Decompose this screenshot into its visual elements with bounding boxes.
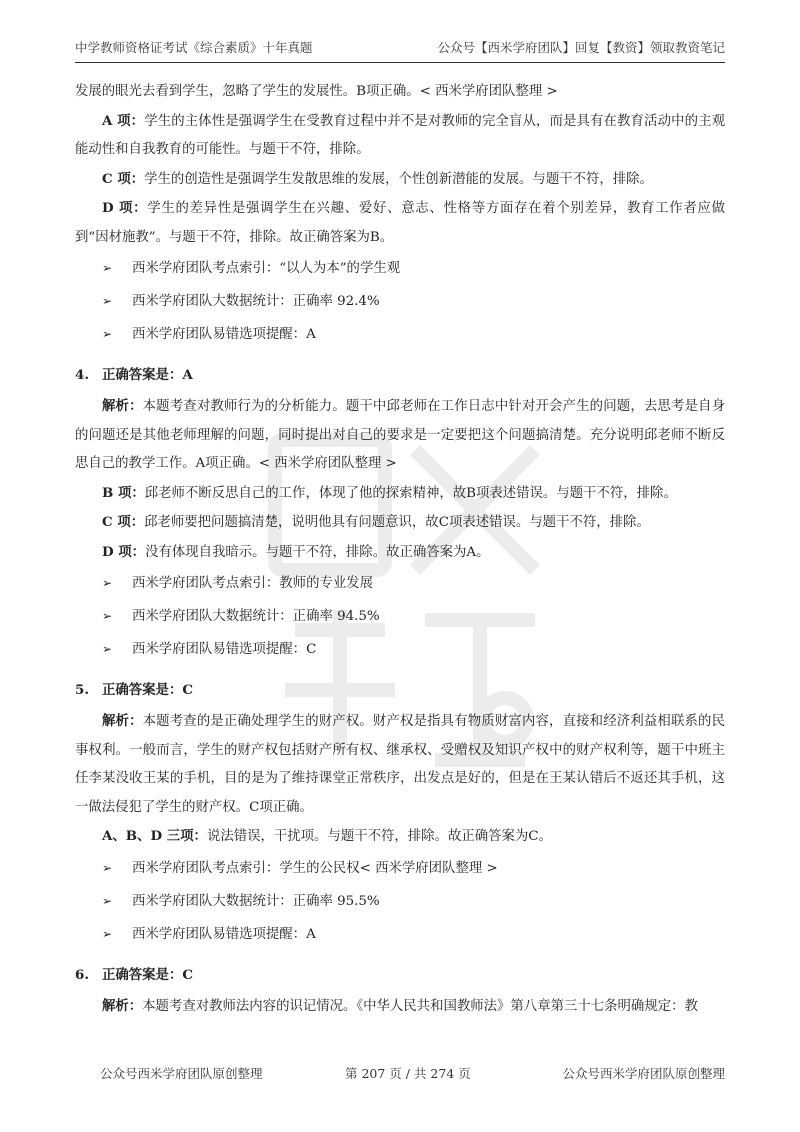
intro-paragraph: 发展的眼光去看到学生，忽略了学生的发展性。B项正确。< 西米学府团队整理 > [75,84,558,99]
q3-option-c-label: C 项： [102,170,145,187]
q3-option-a-text: 学生的主体性是强调学生在受教育过程中并不是对教师的完全盲从，而是具有在教育活动中的主观能动性和自我教育的可能性。与题干不符，排除。 [75,113,725,157]
arrow-bullet-icon: ➢ [102,926,113,941]
q5-bullet-topic: ➢ 西米学府团队考点索引：学生的公民权< 西米学府团队整理 > [75,852,725,885]
q6-analysis: 解析：本题考查对教师法内容的识记情况。《中华人民共和国教师法》第八章第三十七条明确规定：教 [102,997,698,1014]
q5-analysis: 解析：本题考查的是正确处理学生的财产权。财产权是指具有物质财富内容，直接和经济利益相联系的民事权利。一般而言，学生的财产权包括财产所有权、继承权、受赠权及知识产权中的财产权利等，题干中班主任李某没收王某的手机，目的是为了维持课堂正常秩序，出发点是好的，但是在王某认错后不返还其手机，这一做法侵犯了学生的财产权。C项正确。 [75,713,725,815]
arrow-bullet-icon: ➢ [102,327,113,341]
q3-option-c-text: 学生的创造性是强调学生发散思维的发展，个性创新潜能的发展。与题干不符，排除。 [144,171,653,187]
footer-left: 公众号西米学府团队原创整理 [100,1066,263,1081]
header-title: 中学教师资格证考试《综合素质》十年真题 [75,40,313,55]
q4-option-b: B 项：邱老师不断反思自己的工作，体现了他的探索精神，故B项表述错误。与题干不符，排除。 [102,484,677,501]
arrow-bullet-icon: ➢ [102,576,113,590]
page-header [75,0,725,63]
q3-option-d-label: D 项： [102,200,148,216]
q3-option-d [75,194,725,252]
q3-option-a-label: A 项： [102,112,145,129]
q5-option-abd: A、B、D 三项：说法错误，干扰项。与题干不符，排除。故正确答案为C。 [102,828,552,844]
arrow-bullet-icon: ➢ [102,860,113,875]
q3-bullet-topic: ➢ 西米学府团队考点索引：“以人为本”的学生观 [75,252,725,285]
q6-answer-heading: 6. 正确答案是：C [75,966,194,983]
document-body [75,78,725,1021]
page-footer [75,1064,725,1088]
page-number: 第 207 页 / 共 274 页 [345,1066,471,1081]
q5-bullet-mistake: ➢ 西米学府团队易错选项提醒：A [75,918,725,951]
arrow-bullet-icon: ➢ [102,261,113,275]
q4-answer-heading: 4. 正确答案是：A [75,367,193,383]
q3-bullet-stats: ➢ 西米学府团队大数据统计：正确率 92.4% [75,285,725,318]
q4-option-c: C 项：邱老师要把问题搞清楚，说明他具有问题意识，故C项表述错误。与题干不符，排除。 [102,514,650,530]
q5-answer-heading: 5. 正确答案是：C [75,682,194,698]
header-promo: 公众号【西米学府团队】回复【教资】领取教资笔记 [437,40,725,55]
q5-bullet-stats: ➢ 西米学府团队大数据统计：正确率 95.5% [75,885,725,918]
q3-option-a [75,107,725,165]
footer-right: 公众号西米学府团队原创整理 [562,1066,725,1081]
arrow-bullet-icon: ➢ [102,893,113,908]
arrow-bullet-icon: ➢ [102,609,113,623]
q4-bullet-mistake: ➢ 西米学府团队易错选项提醒：C [75,633,725,666]
q3-option-c [75,165,725,195]
q3-option-d-text: 学生的差异性是强调学生在兴趣、爱好、意志、性格等方面存在着个别差异，教育工作者应做到“因材施教”。与题干不符，排除。故正确答案为B。 [75,201,725,245]
q4-option-d: D 项：没有体现自我暗示。与题干不符，排除。故正确答案为A。 [102,543,490,560]
q3-bullet-mistake: ➢ 西米学府团队易错选项提醒：A [75,318,725,351]
q4-bullet-topic: ➢ 西米学府团队考点索引：教师的专业发展 [75,567,725,600]
q4-bullet-stats: ➢ 西米学府团队大数据统计：正确率 94.5% [75,600,725,633]
arrow-bullet-icon: ➢ [102,294,113,308]
arrow-bullet-icon: ➢ [102,642,113,656]
q4-analysis: 解析：本题考查对教师行为的分析能力。题干中邱老师在工作日志中针对开会产生的问题，去思考是自身的问题还是其他老师理解的问题，同时提出对自己的要求是一定要把这个问题搞清楚。充分说明邱老师不断反思自己的教学工作。A项正确。< 西米学府团队整理 > [75,398,725,471]
